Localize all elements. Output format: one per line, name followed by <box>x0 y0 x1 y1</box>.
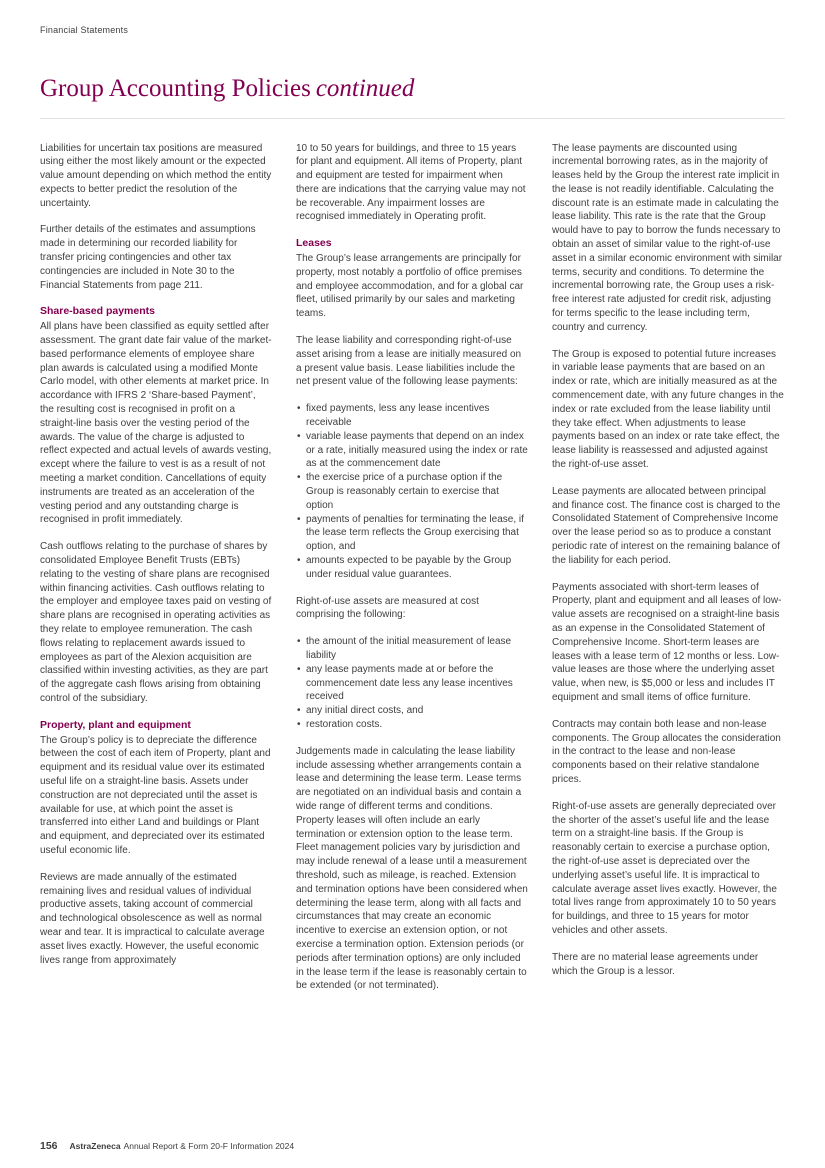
paragraph: There are no material lease agreements under which the Group is a lessor. <box>552 951 759 977</box>
paragraph: Right-of-use assets are generally depreciated over the shorter of the asset’s useful life and the lease term on a straight-line basis. If the Group is reasonably certain to exercise a purchase option, the right-of-use asset is depreciated over the underlying asset’s useful life. It is impractical to calculate average asset lives exactly. However, the total lives range from approximately 10 to 50 years for buildings, and three to 15 years for motor vehicles and other assets. <box>552 800 777 936</box>
paragraph: The Group is exposed to potential future increases in variable lease payments that are based on an index or rate, which are initially measured as at the commencement date, with any future changes in the index or rate excluded from the lease liability until they take effect. When adjustments to lease payments based on an index or rate take effect, the lease liability is reassessed and adjusted against the right-of-use asset. <box>552 348 784 471</box>
bullet-list <box>296 402 528 581</box>
content-columns <box>40 142 785 1007</box>
paragraph: 10 to 50 years for buildings, and three to 15 years for plant and equipment. All items of Property, plant and equipment are tested for impairment when there are indications that the carrying value may not be recoverable. Any impairment losses are recognised immediately in Operating profit. <box>296 142 526 223</box>
page-footer <box>40 1140 294 1152</box>
paragraph: The Group’s lease arrangements are principally for property, most notably a portfolio of office premises and employee accommodation, and for a global car fleet, utilised primarily by our sales and marketing teams. <box>296 253 524 320</box>
page-title-continued: continued <box>315 75 415 102</box>
paragraph: Liabilities for uncertain tax positions are measured using either the most likely amount or the expected value amount depending on which method the entity expects to better predict the resolution of the uncertainty. <box>40 142 272 209</box>
text-column <box>296 142 528 1007</box>
page-title <box>40 75 785 103</box>
paragraph: Lease payments are allocated between principal and finance cost. The finance cost is charged to the Consolidated Statement of Comprehensive Income over the lease period so as to produce a constant periodic rate of interest on the remaining balance of the liability for each period. <box>552 485 781 566</box>
paragraph: Further details of the estimates and assumptions made in determining our recorded liability for transfer pricing contingencies and other tax contingencies are included in Note 30 to the Financial Statements from page 211. <box>40 224 256 291</box>
section-heading: Property, plant and equipment <box>40 718 191 731</box>
bullet-item: • variable lease payments that depend on an index or a rate, initially measured using the index or rate as at the commencement date <box>296 430 528 471</box>
bullet-item: • fixed payments, less any lease incentives receivable <box>296 402 528 430</box>
paragraph: All plans have been classified as equity settled after assessment. The grant date fair value of the market-based performance elements of employee share plan awards is calculated using a modified Monte Carlo model, with other elements at market price. In accordance with IFRS 2 ‘Share-based Payment’, the resulting cost is recognised in profit on a straight-line basis over the vesting period of the awards. The value of the charge is adjusted to reflect expected and actual levels of awards vesting, except where the failure to vest is as a result of not meeting a market condition. Cancellations of equity instruments are treated as an acceleration of the vesting period and any outstanding charge is recognised in profit immediately. <box>40 321 272 526</box>
page-number: 156 <box>40 1140 58 1152</box>
text-column <box>40 142 272 1007</box>
section-eyebrow: Financial Statements <box>40 25 129 35</box>
section-heading: Leases <box>296 237 332 250</box>
paragraph: Cash outflows relating to the purchase of shares by consolidated Employee Benefit Trusts (EBTs) relating to the vesting of share plans are recognised within financing activities. Cash outflows relating to the employer and employee taxes paid on vesting of share plans are recognised in operating activities as they relate to employee remuneration. The cash flows relating to replacement awards issued to employees as part of the Alexion acquisition are classified within investing activities, as they are part of the aggregate cash flows arising from obtaining control of the subsidiary. <box>40 541 272 704</box>
bullet-item: • payments of penalties for terminating the lease, if the lease term reflects the Group exercising that option, and <box>296 513 528 554</box>
paragraph: The Group’s policy is to depreciate the difference between the cost of each item of Property, plant and equipment and its residual value over its estimated useful life on a straight-line basis. Assets under construction are not depreciated until the asset is available for use, at which point the asset is transferred into either Land and buildings or Plant and equipment, and depreciated over its estimated useful economic life. <box>40 734 271 856</box>
bullet-item: • the amount of the initial measurement of lease liability <box>296 635 528 663</box>
paragraph: The lease liability and corresponding right-of-use asset arising from a lease are initially measured on a present value basis. Lease liabilities include the net present value of the following lease payments: <box>296 335 522 388</box>
page-title-main: Group Accounting Policies <box>40 75 311 102</box>
paragraph: Judgements made in calculating the lease liability include assessing whether arrangements contain a lease and determining the lease term. Lease terms are negotiated on an individual basis and contain a wide range of different terms and conditions. Property leases will often include an early termination or extension option to the lease term. Fleet management policies vary by jurisdiction and may include renewal of a lease until a measurement threshold, such as mileage, is reached. Extension and termination options have been considered when determining the lease term, along with all facts and circumstances that may create an economic incentive to exercise an extension option, or not exercise a termination option. Extension periods (or periods after termination options) are only included in the lease term if the lease is reasonably certain to be extended (or not terminated). <box>296 745 528 992</box>
bullet-item: • any initial direct costs, and <box>296 704 528 718</box>
bullet-item: • amounts expected to be payable by the Group under residual value guarantees. <box>296 554 528 582</box>
paragraph: Reviews are made annually of the estimated remaining lives and residual values of individual productive assets, taking account of commercial and technological obsolescence as well as normal wear and tear. It is impractical to calculate average asset lives exactly. However, the useful economic lives range from approximately <box>40 871 265 966</box>
paragraph: Payments associated with short-term leases of Property, plant and equipment and all leases of low-value assets are recognised on a straight-line basis as an expense in the Consolidated Statement of Comprehensive Income. Short-term leases are leases with a lease term of 12 months or less. Low-value leases are those where the underlying asset value, when new, is $5,000 or less and includes IT equipment and small items of office furniture. <box>552 581 782 703</box>
footer-text: Annual Report & Form 20-F Information 2024 <box>123 1141 295 1151</box>
title-divider <box>40 118 785 119</box>
bullet-item: • any lease payments made at or before the commencement date less any lease incentives received <box>296 663 528 704</box>
paragraph: The lease payments are discounted using incremental borrowing rates, as in the majority of leases held by the Group the interest rate implicit in the lease is not readily identifiable. Calculating the discount rate is an estimate made in calculating the lease liability. This rate is the rate that the Group would have to pay to borrow the funds necessary to obtain an asset of similar value to the right-of-use asset in a similar economic environment with similar terms, security and conditions. To determine the incremental borrowing rate, the Group uses a risk-free interest rate adjusted for credit risk, adjusting for terms specific to the lease including term, country and currency. <box>552 142 783 333</box>
text-column <box>552 142 784 1007</box>
footer-brand: AstraZeneca <box>69 1141 121 1151</box>
paragraph: Contracts may contain both lease and non-lease components. The Group allocates the consideration in the contract to the lease and non-lease components based on their relative standalone prices. <box>552 718 781 785</box>
bullet-list <box>296 635 528 732</box>
paragraph: Right-of-use assets are measured at cost comprising the following: <box>296 595 479 621</box>
section-heading: Share-based payments <box>40 305 155 318</box>
bullet-item: • the exercise price of a purchase option if the Group is reasonably certain to exercise that option <box>296 471 528 512</box>
bullet-item: • restoration costs. <box>296 718 528 732</box>
